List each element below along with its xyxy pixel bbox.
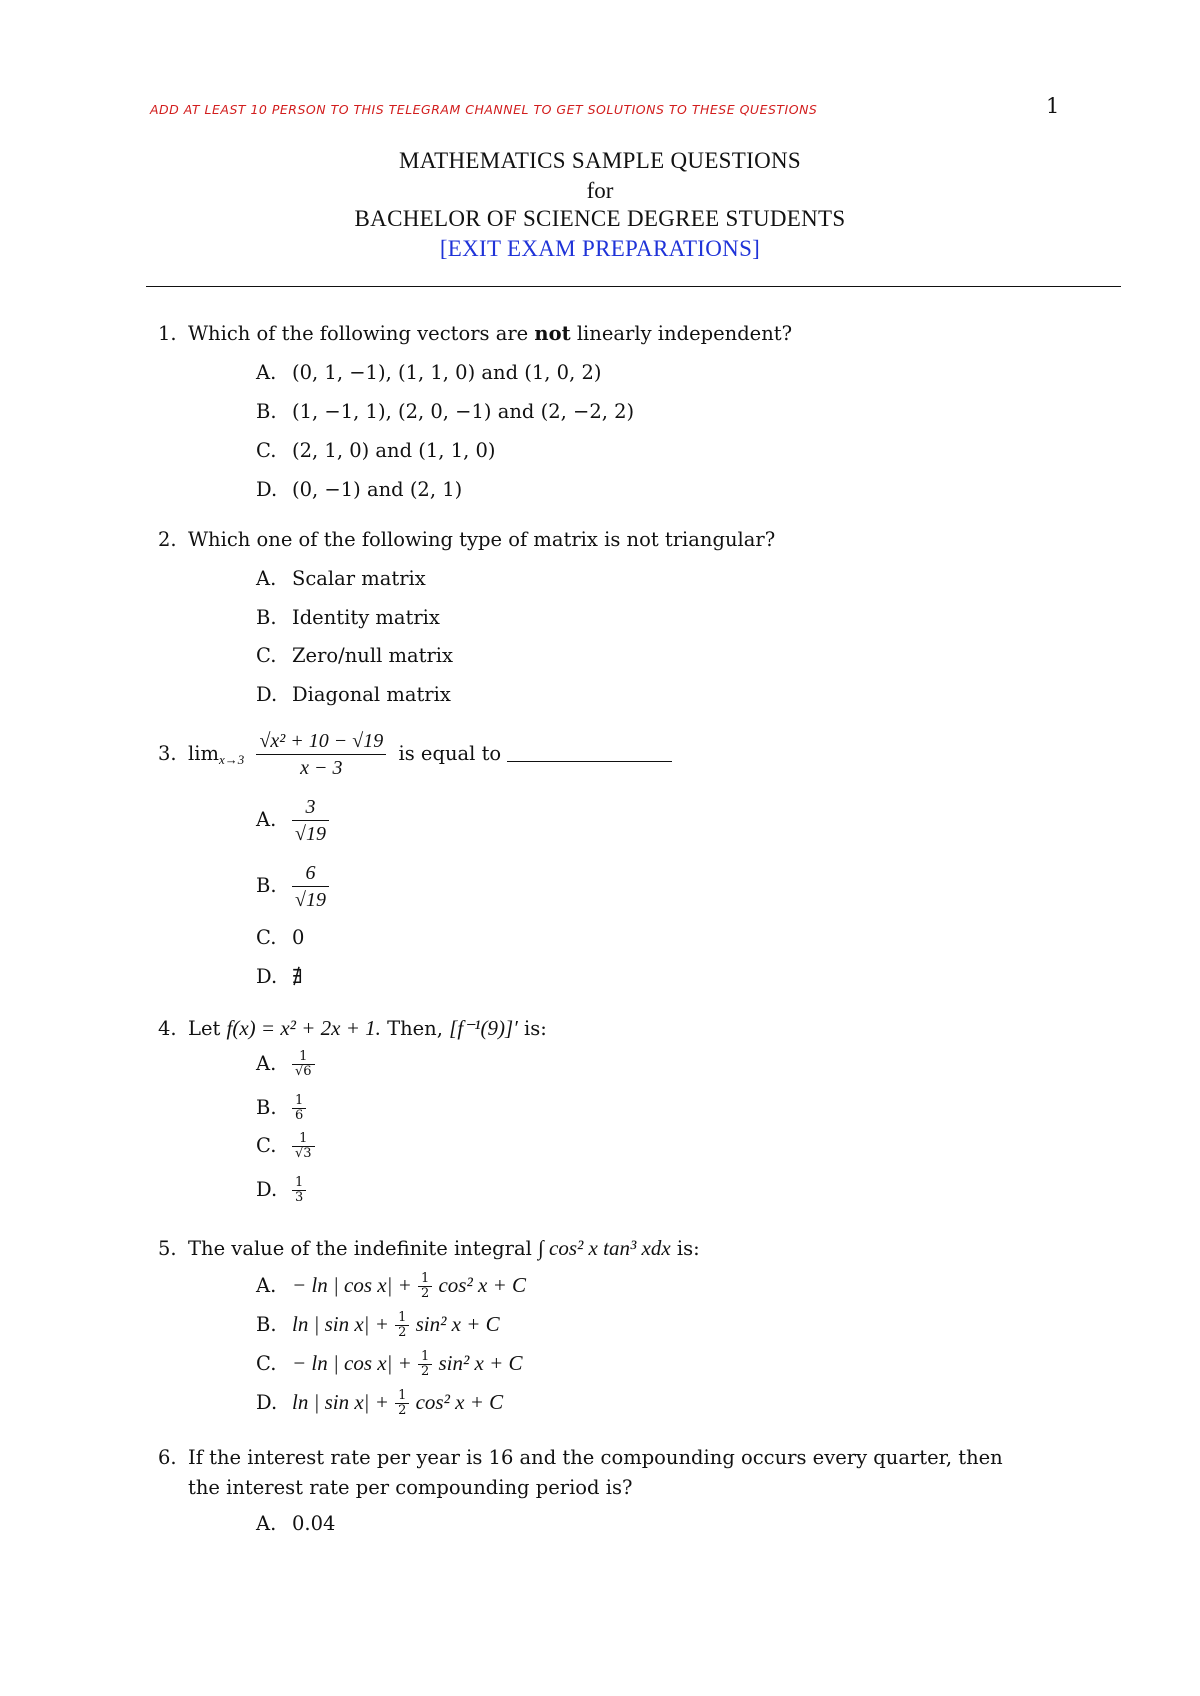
limit-operator: lim (188, 742, 219, 765)
option-label: C. (256, 439, 277, 462)
option-text: Zero/null matrix (292, 644, 454, 667)
half-fraction (418, 1272, 432, 1301)
fraction-denominator: 3 (292, 1190, 306, 1205)
question-number: 6. (158, 1446, 177, 1469)
question-text: The value of the indefinite integral (188, 1237, 532, 1260)
fraction-numerator: 3 (305, 796, 316, 818)
option-label: B. (256, 1313, 277, 1336)
fraction-denominator: √3 (292, 1146, 315, 1161)
option-label: B. (256, 874, 277, 897)
integral-expression: ∫ cos² x tan³ xdx (538, 1236, 671, 1260)
question-1 (158, 322, 792, 345)
question-number: 2. (158, 528, 177, 551)
question-4 (158, 1016, 547, 1041)
fraction-denominator: 2 (418, 1364, 432, 1379)
limit-fraction (256, 728, 386, 781)
option-text: (0, −1) and (2, 1) (292, 478, 463, 501)
question-text: Which one of the following type of matrix is not triangular? (188, 528, 776, 551)
title-audience: BACHELOR OF SCIENCE DEGREE STUDENTS (354, 206, 846, 231)
option-fraction (292, 1094, 306, 1123)
question-text-end: is: (676, 1237, 700, 1260)
option-label: C. (256, 1134, 277, 1157)
q2-option-d (256, 683, 451, 706)
q4-option-a (256, 1050, 315, 1079)
q4-option-d (256, 1176, 306, 1205)
q1-option-d (256, 478, 462, 501)
question-text: is equal to (398, 742, 502, 765)
page-number: 1 (1046, 94, 1060, 118)
q3-option-b (256, 860, 329, 913)
fraction-numerator: 1 (295, 1175, 304, 1190)
option-label: B. (256, 400, 277, 423)
question-text: Which of the following vectors are (188, 322, 535, 345)
option-label: C. (256, 926, 277, 949)
option-label: A. (256, 1052, 277, 1075)
option-text: ∄ (292, 965, 303, 988)
option-text: Diagonal matrix (292, 683, 451, 706)
option-label: A. (256, 361, 277, 384)
option-expression-end: sin² x + C (415, 1312, 500, 1336)
question-text-then: Then, (387, 1017, 443, 1040)
fraction-denominator: 6 (292, 1108, 306, 1123)
option-label: A. (256, 808, 277, 831)
fraction-numerator: 1 (398, 1388, 407, 1403)
q6-option-a (256, 1512, 335, 1535)
question-6 (158, 1446, 1003, 1469)
option-label: D. (256, 683, 278, 706)
q5-option-d (256, 1389, 503, 1418)
option-text: Identity matrix (292, 606, 440, 629)
header-note: ADD AT LEAST 10 PERSON TO THIS TELEGRAM CHANNEL TO GET SOLUTIONS TO THESE QUESTIONS (150, 102, 818, 117)
option-fraction (292, 1176, 306, 1205)
option-expression-end: cos² x + C (438, 1273, 527, 1297)
option-expression-end: sin² x + C (438, 1351, 523, 1375)
option-label: B. (256, 606, 277, 629)
q2-option-a (256, 567, 426, 590)
fraction-denominator: √19 (292, 820, 329, 847)
q1-option-c (256, 439, 496, 462)
q2-option-c (256, 644, 453, 667)
option-fraction (292, 1132, 315, 1161)
option-label: C. (256, 1352, 277, 1375)
question-5 (158, 1236, 700, 1261)
question-text-end: is: (524, 1017, 547, 1040)
fraction-denominator: 2 (395, 1403, 409, 1418)
option-text: 0.04 (292, 1512, 336, 1535)
question-number: 1. (158, 322, 177, 345)
question-emphasis: not (534, 322, 571, 345)
option-label: B. (256, 1096, 277, 1119)
title-exam: [EXIT EXAM PREPARATIONS] (439, 236, 761, 261)
option-expression-start: ln | sin x| + (292, 1312, 389, 1336)
question-text: If the interest rate per year is 16 and the compounding occurs every quarter, then (188, 1446, 1003, 1469)
fraction-numerator: √x² + 10 − √19 (259, 730, 384, 752)
fraction-denominator: x − 3 (256, 754, 386, 781)
option-label: D. (256, 1391, 278, 1414)
option-label: A. (256, 567, 277, 590)
fraction-numerator: 1 (421, 1349, 430, 1364)
q3-option-c (256, 926, 304, 949)
half-fraction (395, 1389, 409, 1418)
q4-option-c (256, 1132, 315, 1161)
title-divider (146, 286, 1121, 287)
fraction-numerator: 1 (421, 1271, 430, 1286)
q5-option-b (256, 1311, 500, 1340)
option-text: (0, 1, −1), (1, 1, 0) and (1, 0, 2) (292, 361, 602, 384)
fraction-denominator: 2 (418, 1286, 432, 1301)
question-text-end: linearly independent? (570, 322, 793, 345)
title-for: for (586, 178, 614, 203)
option-text: Scalar matrix (292, 567, 426, 590)
option-label: C. (256, 644, 277, 667)
question-text-continued: the interest rate per compounding period is? (188, 1476, 633, 1499)
question-number: 5. (158, 1237, 177, 1260)
fraction-denominator: √6 (292, 1064, 315, 1079)
fraction-numerator: 1 (299, 1131, 308, 1146)
fraction-numerator: 6 (305, 862, 316, 884)
page-title: MATHEMATICS SAMPLE QUESTIONS (399, 148, 801, 173)
option-label: A. (256, 1274, 277, 1297)
function-definition: f(x) = x² + 2x + 1. (226, 1016, 381, 1040)
option-label: D. (256, 1178, 278, 1201)
fraction-denominator: √19 (292, 886, 329, 913)
question-3 (158, 728, 672, 781)
question-2 (158, 528, 775, 551)
option-fraction (292, 1050, 315, 1079)
q3-option-d (256, 965, 303, 988)
question-number: 4. (158, 1017, 177, 1040)
fraction-numerator: 1 (299, 1049, 308, 1064)
option-expression-start: − ln | cos x| + (292, 1273, 412, 1297)
inverse-derivative-expression: [f⁻¹(9)]′ (449, 1016, 518, 1040)
question-number: 3. (158, 742, 177, 765)
q5-option-c (256, 1350, 523, 1379)
option-text: 0 (292, 926, 305, 949)
answer-blank (507, 761, 672, 762)
option-fraction (292, 860, 329, 913)
option-fraction (292, 794, 329, 847)
limit-subscript: x→3 (218, 752, 245, 767)
fraction-denominator: 2 (395, 1325, 409, 1340)
option-label: D. (256, 965, 278, 988)
question-text: Let (188, 1017, 221, 1040)
q1-option-b (256, 400, 634, 423)
option-text: (2, 1, 0) and (1, 1, 0) (292, 439, 496, 462)
option-label: A. (256, 1512, 277, 1535)
q4-option-b (256, 1094, 306, 1123)
option-label: D. (256, 478, 278, 501)
fraction-numerator: 1 (398, 1310, 407, 1325)
q5-option-a (256, 1272, 526, 1301)
q3-option-a (256, 794, 329, 847)
fraction-numerator: 1 (295, 1093, 304, 1108)
option-text: (1, −1, 1), (2, 0, −1) and (2, −2, 2) (292, 400, 635, 423)
option-expression-end: cos² x + C (415, 1390, 504, 1414)
question-6-line-2 (188, 1476, 632, 1499)
option-expression-start: − ln | cos x| + (292, 1351, 412, 1375)
option-expression-start: ln | sin x| + (292, 1390, 389, 1414)
q1-option-a (256, 361, 602, 384)
half-fraction (418, 1350, 432, 1379)
half-fraction (395, 1311, 409, 1340)
q2-option-b (256, 606, 440, 629)
